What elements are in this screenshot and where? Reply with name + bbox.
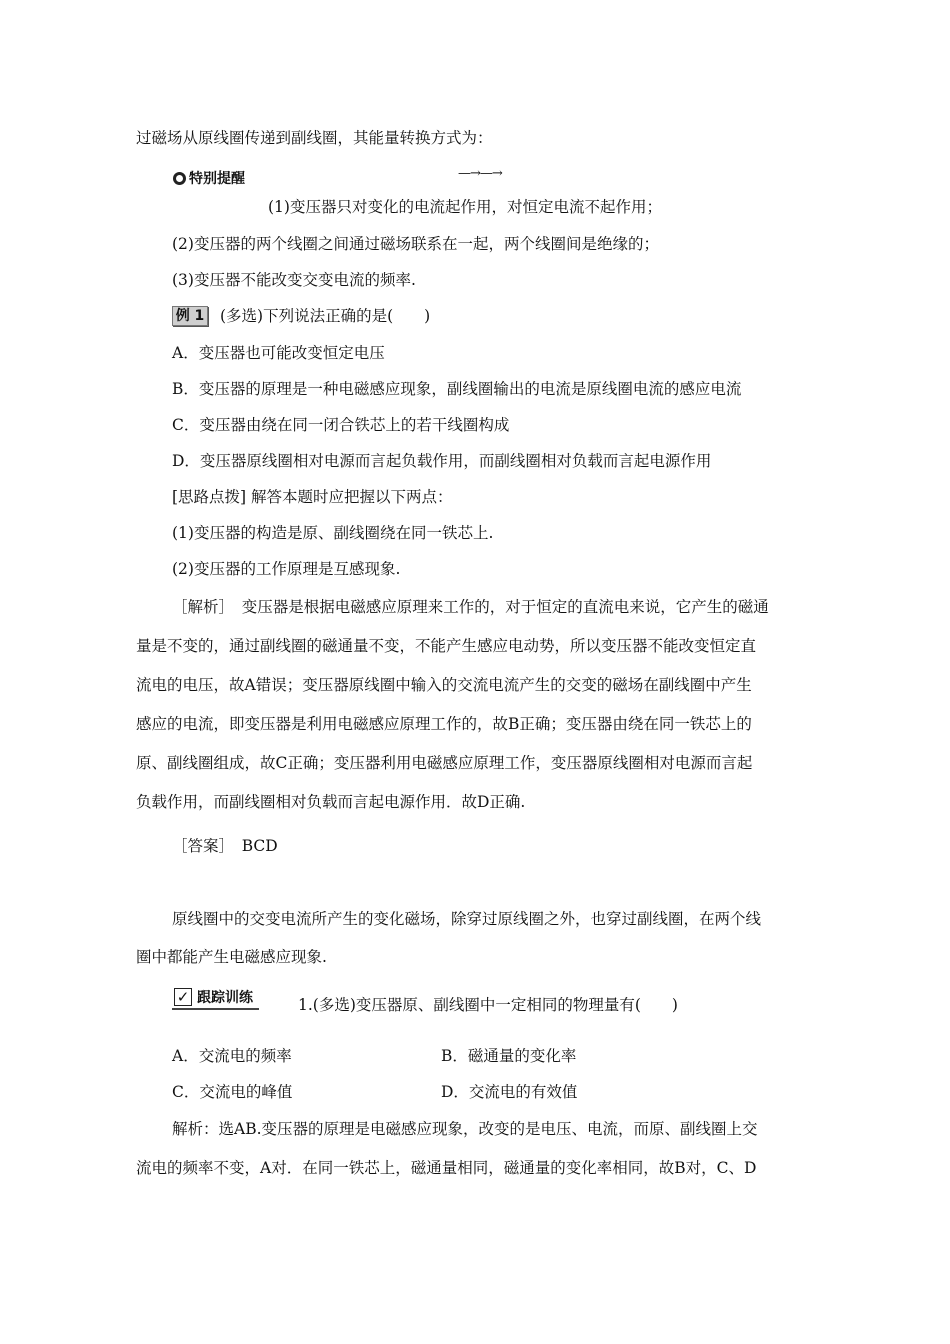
tip-item-1: (1)变压器只对变化的电流起作用，对恒定电流不起作用；: [268, 198, 662, 216]
tracking-option-b: B．磁通量的变化率: [441, 1047, 577, 1065]
arrow-chain: —→—→: [458, 166, 502, 181]
note-line: 原线圈中的交变电流所产生的变化磁场，除穿过原线圈之外，也穿过副线圈，在两个线: [172, 910, 762, 928]
option-c: C．变压器由绕在同一闭合铁芯上的若干线圈构成: [172, 416, 510, 434]
tip-badge: [173, 168, 245, 188]
tracking-option-a: A．交流电的频率: [172, 1047, 292, 1065]
solution-line: 流电的频率不变，A对．在同一铁芯上，磁通量相同，磁通量的变化率相同，故B对，C、D: [136, 1159, 757, 1177]
tip-label: 特别提醒: [189, 171, 245, 187]
tracking-option-c: C．交流电的峰值: [172, 1083, 293, 1101]
analysis-line: 原、副线圈组成，故C正确；变压器利用电磁感应原理工作，变压器原线圈相对电源而言起: [136, 754, 753, 772]
checkmark-icon: ✓: [174, 988, 192, 1006]
hint-title: [思路点拨] 解答本题时应把握以下两点：: [172, 488, 453, 506]
tracking-option-d: D．交流电的有效值: [441, 1083, 578, 1101]
tip-item-2: (2)变压器的两个线圈之间通过磁场联系在一起，两个线圈间是绝缘的；: [172, 235, 659, 253]
tracking-badge: [172, 986, 259, 1010]
analysis-line: 感应的电流，即变压器是利用电磁感应原理工作的，故B正确；变压器由绕在同一铁芯上的: [136, 715, 752, 733]
analysis-line: 量是不变的，通过副线圈的磁通量不变，不能产生感应电动势，所以变压器不能改变恒定直: [136, 637, 757, 655]
analysis-line: ［解析］ 变压器是根据电磁感应原理来工作的，对于恒定的直流电来说，它产生的磁通: [172, 598, 769, 616]
tracking-question: 1.(多选)变压器原、副线圈中一定相同的物理量有( ): [298, 996, 678, 1014]
option-a: A．变压器也可能改变恒定电压: [172, 344, 385, 362]
option-b: B．变压器的原理是一种电磁感应现象，副线圈输出的电流是原线圈电流的感应电流: [172, 380, 742, 398]
tip-icon: [173, 172, 186, 185]
option-d: D．变压器原线圈相对电源而言起负载作用，而副线圈相对负载而言起电源作用: [172, 452, 712, 470]
hint-2: (2)变压器的工作原理是互感现象.: [172, 560, 401, 578]
note-line: 圈中都能产生电磁感应现象.: [136, 948, 327, 966]
example-badge: 例 1: [172, 306, 208, 326]
analysis-line: 流电的电压，故A错误；变压器原线圈中输入的交流电流产生的交变的磁场在副线圈中产生: [136, 676, 752, 694]
hint-1: (1)变压器的构造是原、副线圈绕在同一铁芯上.: [172, 524, 494, 542]
tracking-label: 跟踪训练: [197, 990, 253, 1006]
analysis-line: 负载作用，而副线圈相对负载而言起电源作用．故D正确.: [136, 793, 526, 811]
tip-item-3: (3)变压器不能改变交变电流的频率.: [172, 271, 416, 289]
intro-line: 过磁场从原线圈传递到副线圈，其能量转换方式为：: [136, 129, 493, 147]
example-question: (多选)下列说法正确的是( ): [220, 307, 431, 325]
answer: ［答案］ BCD: [172, 837, 278, 855]
solution-line: 解析：选AB.变压器的原理是电磁感应现象，改变的是电压、电流，而原、副线圈上交: [172, 1120, 758, 1138]
